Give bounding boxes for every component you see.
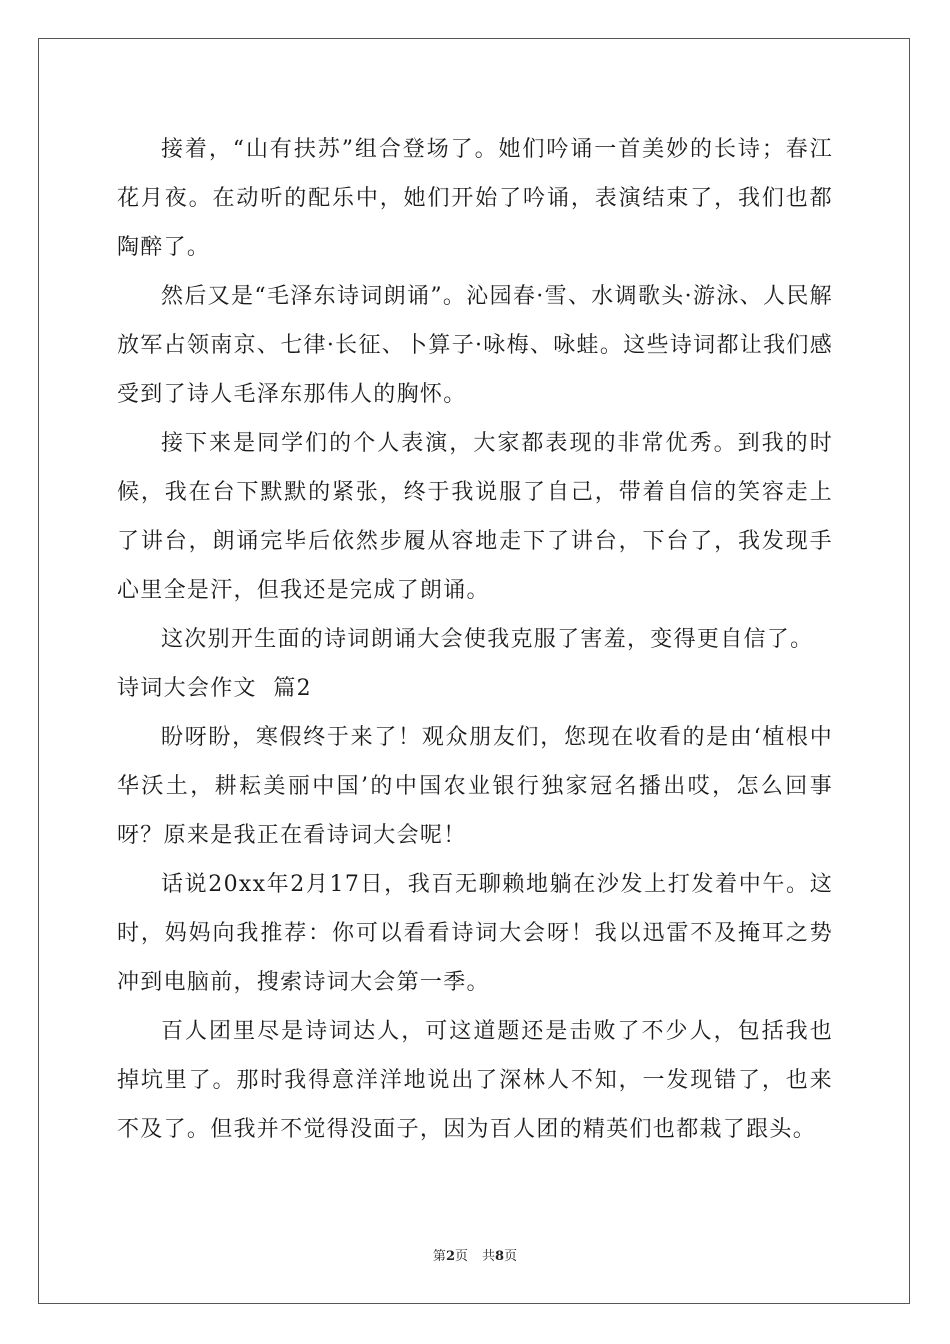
page-prefix: 第 — [432, 1249, 446, 1264]
section-heading: 诗词大会作文 篇2 — [117, 676, 312, 701]
total-page-number: 8 — [495, 1249, 505, 1264]
paragraph: 这次别开生面的诗词朗诵大会使我克服了害羞，变得更自信了。 — [161, 627, 814, 652]
current-page-number: 2 — [445, 1249, 455, 1264]
total-suffix: 页 — [504, 1249, 518, 1264]
paragraph: 百人团里尽是诗词达人，可这道题还是击败了不少人，包括我也掉坑里了。那时我得意洋洋地说出了深林人不知，一发现错了，也来不及了。但我并不觉得没面子，因为百人团的精英们也都栽了跟头。 — [117, 1019, 833, 1142]
paragraph: 话说20xx年2月17日，我百无聊赖地躺在沙发上打发着中午。这时，妈妈向我推荐：你可以看看诗词大会呀！我以迅雷不及掩耳之势冲到电脑前，搜索诗词大会第一季。 — [117, 872, 833, 995]
total-prefix: 共 — [482, 1249, 496, 1264]
page-footer — [0, 1245, 950, 1264]
page-suffix: 页 — [454, 1249, 468, 1264]
paragraph: 盼呀盼，寒假终于来了！观众朋友们，您现在收看的是由‘植根中华沃土，耕耘美丽中国’的中国农业银行独家冠名播出哎，怎么回事呀？原来是我正在看诗词大会呢！ — [117, 725, 833, 848]
paragraph: 然后又是“毛泽东诗词朗诵”。沁园春·雪、水调歌头·游泳、人民解放军占领南京、七律·长征、卜算子·咏梅、咏蛙。这些诗词都让我们感受到了诗人毛泽东那伟人的胸怀。 — [117, 284, 833, 407]
paragraph: 接着，“山有扶苏”组合登场了。她们吟诵一首美妙的长诗；春江花月夜。在动听的配乐中，她们开始了吟诵，表演结束了，我们也都陶醉了。 — [117, 137, 833, 260]
document-body — [117, 125, 833, 1154]
paragraph: 接下来是同学们的个人表演，大家都表现的非常优秀。到我的时候，我在台下默默的紧张，终于我说服了自己，带着自信的笑容走上了讲台，朗诵完毕后依然步履从容地走下了讲台，下台了，我发现手心里全是汗，但我还是完成了朗诵。 — [117, 431, 833, 603]
